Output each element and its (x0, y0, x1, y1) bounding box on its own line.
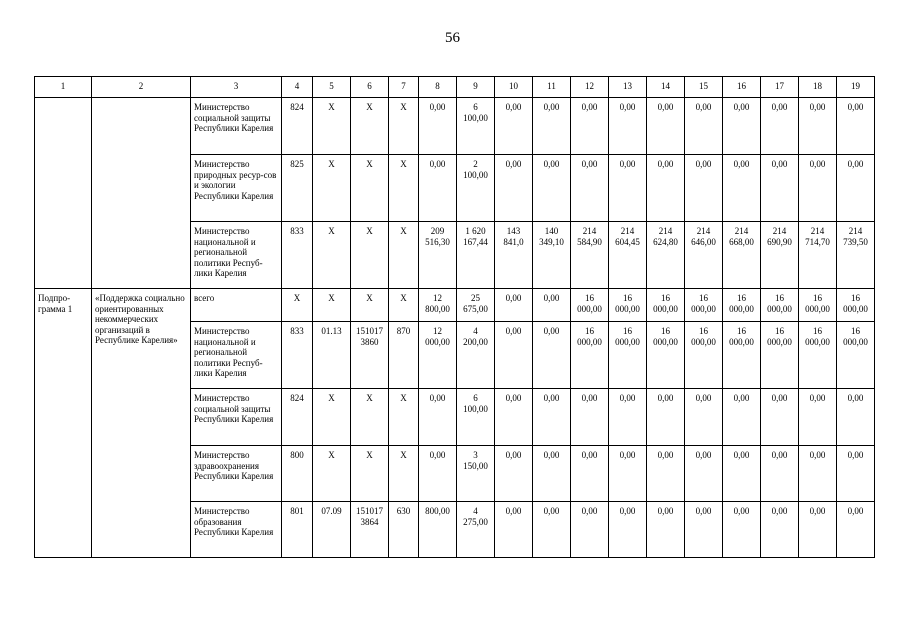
header-cell: 1 (35, 77, 92, 98)
value-cell: 0,00 (723, 446, 761, 502)
value-cell: 0,00 (495, 389, 533, 446)
value-cell: 0,00 (571, 389, 609, 446)
value-cell: 0,00 (609, 98, 647, 155)
header-cell: 13 (609, 77, 647, 98)
value-cell: 0,00 (495, 502, 533, 558)
header-cell: 6 (351, 77, 389, 98)
value-cell: 0,00 (761, 98, 799, 155)
value-cell: 0,00 (685, 389, 723, 446)
value-cell: 0,00 (647, 389, 685, 446)
value-cell: 214 604,45 (609, 222, 647, 289)
value-cell: 0,00 (685, 502, 723, 558)
value-cell: 16 000,00 (647, 322, 685, 389)
empty-cell (35, 98, 92, 289)
code-cell: X (389, 222, 419, 289)
value-cell: 214 739,50 (837, 222, 875, 289)
value-cell: 0,00 (799, 389, 837, 446)
code-cell: X (313, 155, 351, 222)
value-cell: 0,00 (723, 155, 761, 222)
code-cell: 151017 3860 (351, 322, 389, 389)
code-cell: X (313, 389, 351, 446)
header-cell: 17 (761, 77, 799, 98)
program-title-cell: «Поддержка социально ориентированных некоммерческих организаций в Республике Карелия» (92, 289, 191, 558)
value-cell: 0,00 (799, 502, 837, 558)
code-cell: X (351, 289, 389, 322)
page-number: 56 (445, 30, 460, 46)
ministry-cell: Министерство здравоохранения Республики Карелия (191, 446, 282, 502)
value-cell: 0,00 (571, 155, 609, 222)
code-cell: X (351, 98, 389, 155)
code-cell: 07.09 (313, 502, 351, 558)
value-cell: 0,00 (609, 502, 647, 558)
value-cell: 0,00 (533, 389, 571, 446)
ministry-cell: всего (191, 289, 282, 322)
value-cell: 16 000,00 (761, 289, 799, 322)
value-cell: 0,00 (571, 502, 609, 558)
empty-cell (92, 98, 191, 289)
value-cell: 0,00 (837, 502, 875, 558)
value-cell: 0,00 (761, 389, 799, 446)
value-cell: 0,00 (799, 446, 837, 502)
value-cell: 0,00 (533, 155, 571, 222)
code-cell: X (313, 446, 351, 502)
value-cell: 0,00 (761, 446, 799, 502)
ministry-cell: Министерство природных ресур-сов и экологии Республики Карелия (191, 155, 282, 222)
header-cell: 18 (799, 77, 837, 98)
header-cell: 9 (457, 77, 495, 98)
code-cell: X (351, 155, 389, 222)
value-cell: 0,00 (799, 155, 837, 222)
code-cell: X (282, 289, 313, 322)
header-cell: 16 (723, 77, 761, 98)
value-cell: 0,00 (533, 502, 571, 558)
ministry-cell: Министерство национальной и региональной политики Респуб-лики Карелия (191, 322, 282, 389)
value-cell: 0,00 (685, 98, 723, 155)
code-cell: X (389, 446, 419, 502)
value-cell: 1 620 167,44 (457, 222, 495, 289)
value-cell: 0,00 (495, 98, 533, 155)
header-cell: 4 (282, 77, 313, 98)
header-cell: 2 (92, 77, 191, 98)
value-cell: 0,00 (837, 446, 875, 502)
header-cell: 8 (419, 77, 457, 98)
value-cell: 0,00 (495, 322, 533, 389)
value-cell: 0,00 (799, 98, 837, 155)
code-cell: 870 (389, 322, 419, 389)
value-cell: 6 100,00 (457, 98, 495, 155)
value-cell: 0,00 (495, 155, 533, 222)
value-cell: 0,00 (419, 446, 457, 502)
value-cell: 4 275,00 (457, 502, 495, 558)
value-cell: 0,00 (837, 98, 875, 155)
value-cell: 16 000,00 (609, 289, 647, 322)
value-cell: 16 000,00 (723, 289, 761, 322)
value-cell: 800,00 (419, 502, 457, 558)
value-cell: 0,00 (647, 502, 685, 558)
value-cell: 16 000,00 (609, 322, 647, 389)
value-cell: 0,00 (533, 289, 571, 322)
value-cell: 16 000,00 (799, 322, 837, 389)
value-cell: 0,00 (609, 155, 647, 222)
value-cell: 16 000,00 (571, 322, 609, 389)
value-cell: 214 668,00 (723, 222, 761, 289)
value-cell: 0,00 (419, 389, 457, 446)
value-cell: 0,00 (609, 389, 647, 446)
value-cell: 214 584,90 (571, 222, 609, 289)
value-cell: 0,00 (685, 155, 723, 222)
header-row (35, 77, 875, 98)
ministry-cell: Министерство социальной защиты Республики Карелия (191, 98, 282, 155)
code-cell: 01.13 (313, 322, 351, 389)
header-cell: 12 (571, 77, 609, 98)
value-cell: 214 690,90 (761, 222, 799, 289)
table-row (35, 98, 875, 155)
code-cell: 833 (282, 322, 313, 389)
header-cell: 11 (533, 77, 571, 98)
code-cell: X (389, 389, 419, 446)
value-cell: 0,00 (837, 389, 875, 446)
program-number-cell: Подпро-грамма 1 (35, 289, 92, 558)
value-cell: 0,00 (647, 98, 685, 155)
code-cell: X (389, 289, 419, 322)
header-cell: 3 (191, 77, 282, 98)
value-cell: 16 000,00 (685, 322, 723, 389)
code-cell: X (313, 98, 351, 155)
ministry-cell: Министерство социальной защиты Республики Карелия (191, 389, 282, 446)
value-cell: 16 000,00 (799, 289, 837, 322)
table-row (35, 289, 875, 322)
code-cell: X (313, 222, 351, 289)
value-cell: 209 516,30 (419, 222, 457, 289)
code-cell: X (351, 222, 389, 289)
value-cell: 6 100,00 (457, 389, 495, 446)
value-cell: 12 800,00 (419, 289, 457, 322)
value-cell: 0,00 (533, 98, 571, 155)
code-cell: 800 (282, 446, 313, 502)
value-cell: 0,00 (837, 155, 875, 222)
header-cell: 5 (313, 77, 351, 98)
value-cell: 0,00 (761, 502, 799, 558)
code-cell: 824 (282, 98, 313, 155)
code-cell: X (389, 155, 419, 222)
value-cell: 0,00 (533, 322, 571, 389)
code-cell: X (351, 389, 389, 446)
value-cell: 214 714,70 (799, 222, 837, 289)
value-cell: 0,00 (495, 446, 533, 502)
ministry-cell: Министерство образования Республики Карелия (191, 502, 282, 558)
value-cell: 25 675,00 (457, 289, 495, 322)
value-cell: 16 000,00 (685, 289, 723, 322)
value-cell: 16 000,00 (761, 322, 799, 389)
value-cell: 0,00 (761, 155, 799, 222)
value-cell: 0,00 (495, 289, 533, 322)
value-cell: 0,00 (609, 446, 647, 502)
ministry-cell: Министерство национальной и региональной политики Респуб-лики Карелия (191, 222, 282, 289)
header-cell: 7 (389, 77, 419, 98)
budget-table (34, 76, 875, 558)
header-cell: 19 (837, 77, 875, 98)
value-cell: 0,00 (723, 389, 761, 446)
code-cell: 833 (282, 222, 313, 289)
value-cell: 16 000,00 (571, 289, 609, 322)
value-cell: 16 000,00 (723, 322, 761, 389)
value-cell: 0,00 (723, 98, 761, 155)
value-cell: 16 000,00 (647, 289, 685, 322)
value-cell: 2 100,00 (457, 155, 495, 222)
value-cell: 0,00 (571, 98, 609, 155)
value-cell: 0,00 (419, 98, 457, 155)
value-cell: 0,00 (647, 155, 685, 222)
code-cell: 825 (282, 155, 313, 222)
value-cell: 214 624,80 (647, 222, 685, 289)
value-cell: 214 646,00 (685, 222, 723, 289)
value-cell: 16 000,00 (837, 322, 875, 389)
value-cell: 16 000,00 (837, 289, 875, 322)
value-cell: 0,00 (571, 446, 609, 502)
value-cell: 4 200,00 (457, 322, 495, 389)
code-cell: 151017 3864 (351, 502, 389, 558)
value-cell: 140 349,10 (533, 222, 571, 289)
code-cell: X (389, 98, 419, 155)
value-cell: 143 841,0 (495, 222, 533, 289)
code-cell: X (351, 446, 389, 502)
value-cell: 12 000,00 (419, 322, 457, 389)
value-cell: 0,00 (723, 502, 761, 558)
header-cell: 10 (495, 77, 533, 98)
value-cell: 0,00 (533, 446, 571, 502)
code-cell: 801 (282, 502, 313, 558)
code-cell: 630 (389, 502, 419, 558)
header-cell: 15 (685, 77, 723, 98)
value-cell: 0,00 (647, 446, 685, 502)
code-cell: 824 (282, 389, 313, 446)
header-cell: 14 (647, 77, 685, 98)
value-cell: 0,00 (419, 155, 457, 222)
value-cell: 3 150,00 (457, 446, 495, 502)
code-cell: X (313, 289, 351, 322)
value-cell: 0,00 (685, 446, 723, 502)
